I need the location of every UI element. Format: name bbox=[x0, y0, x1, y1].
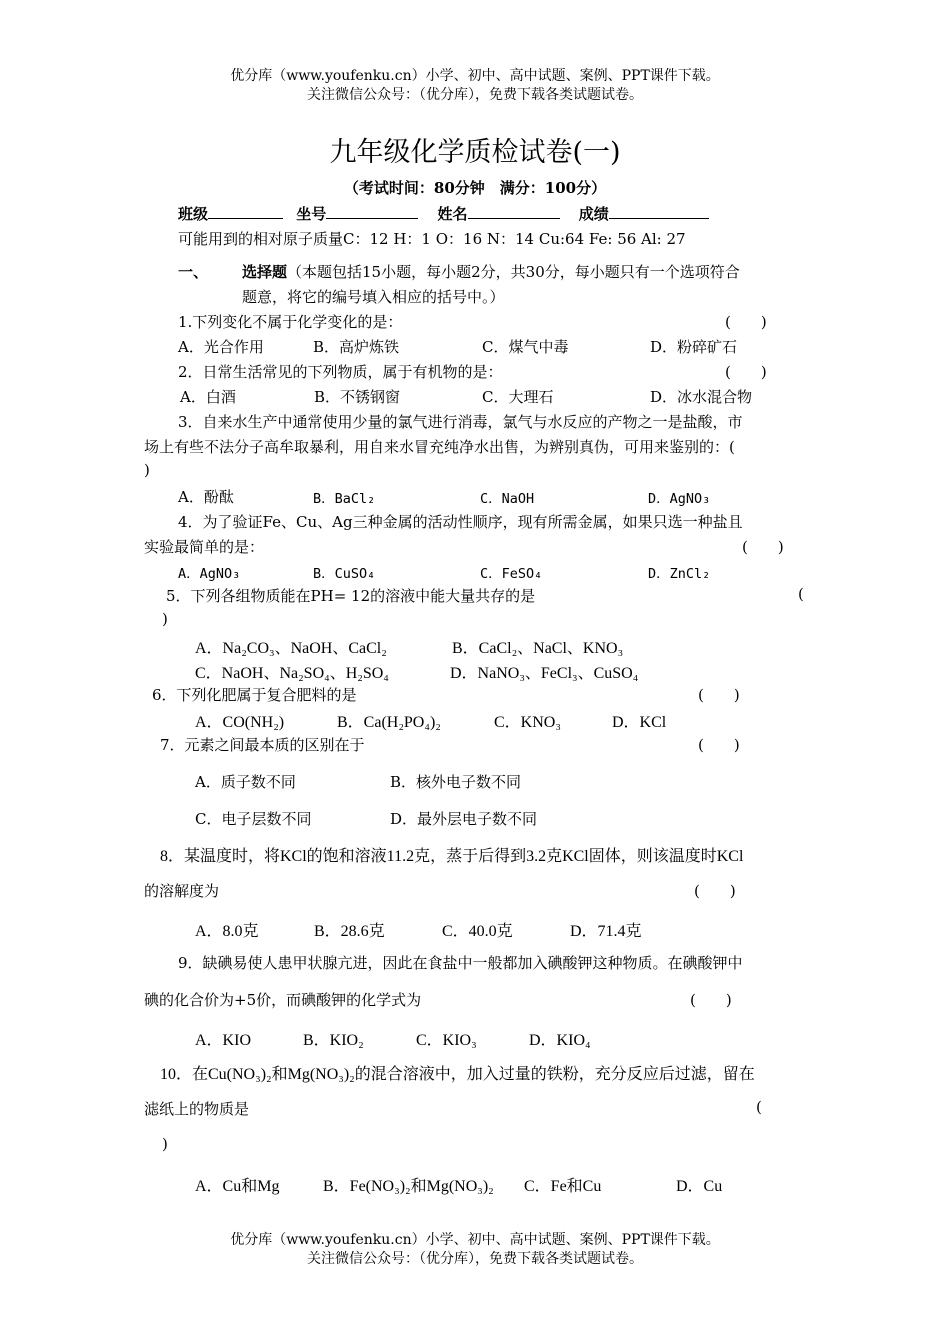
q8-option-b[interactable]: B．28.6克 bbox=[314, 923, 385, 940]
q8-option-d[interactable]: D．71.4克 bbox=[570, 923, 642, 940]
q7-option-c[interactable]: C．电子层数不同 bbox=[195, 810, 312, 828]
q6-option-d[interactable]: D．KCl bbox=[612, 714, 667, 731]
seat-blank[interactable] bbox=[326, 204, 418, 219]
q8-option-a[interactable]: A．8.0克 bbox=[195, 923, 259, 940]
exam-subtitle: （考试时间：80分钟 满分：100分） bbox=[343, 179, 607, 197]
q4-option-a[interactable]: A．AgNO₃ bbox=[178, 566, 241, 582]
score-blank[interactable] bbox=[609, 204, 709, 219]
section-title: 选择题 bbox=[242, 263, 288, 281]
q5-bracket-open[interactable]: ( bbox=[798, 585, 804, 603]
q1-option-b[interactable]: B．高炉炼铁 bbox=[313, 338, 400, 356]
q8-line-1: 8．某温度时，将KCl的饱和溶液11.2克，蒸于后得到3.2克KCl固体，则该温度时KCl bbox=[160, 848, 744, 865]
q2-answer-bracket[interactable]: ( ) bbox=[725, 363, 767, 381]
q4-line-2: 实验最简单的是： bbox=[144, 538, 265, 556]
q7-option-a[interactable]: A．质子数不同 bbox=[195, 773, 296, 791]
q1-option-d[interactable]: D．粉碎矿石 bbox=[650, 338, 738, 356]
q8-option-c[interactable]: C．40.0克 bbox=[442, 923, 513, 940]
page-title: 九年级化学质检试卷(一) bbox=[329, 137, 621, 168]
section-desc-line-1 bbox=[242, 261, 740, 282]
q10-option-d[interactable]: D．Cu bbox=[676, 1178, 723, 1195]
class-label: 班级 bbox=[178, 205, 209, 223]
q4-option-c[interactable]: C．FeSO₄ bbox=[480, 566, 543, 582]
q7-answer-bracket[interactable]: ( ) bbox=[698, 736, 740, 754]
q10-line-1: 10．在Cu(NO₃)₂和Mg(NO₃)₂的混合溶液中，加入过量的铁粉，充分反应后过滤，留在 bbox=[160, 1066, 755, 1083]
q10-option-c[interactable]: C．Fe和Cu bbox=[524, 1178, 602, 1195]
q9-option-a[interactable]: A．KIO bbox=[195, 1032, 251, 1049]
info-line bbox=[178, 203, 709, 224]
atomic-masses: 可能用到的相对原子质量C：12 H：1 O：16 N：14 Cu:64 Fe: 56 Al: 27 bbox=[178, 230, 686, 248]
q10-bracket-open[interactable]: ( bbox=[756, 1098, 762, 1116]
q3-line-2: 场上有些不法分子高牟取暴利，用自来水冒充纯净水出售，为辨别真伪，可用来鉴别的：( bbox=[144, 438, 735, 456]
q6-answer-bracket[interactable]: ( ) bbox=[698, 686, 740, 704]
q1-answer-bracket[interactable]: ( ) bbox=[725, 313, 767, 331]
q8-answer-bracket[interactable]: ( ) bbox=[694, 882, 736, 900]
q9-option-d[interactable]: D．KIO₄ bbox=[529, 1032, 591, 1049]
q5-option-c[interactable]: C．NaOH、Na₂SO₄、H₂SO₄ bbox=[195, 665, 389, 682]
q1-stem: 1.下列变化不属于化学变化的是： bbox=[178, 313, 403, 331]
q1-option-a[interactable]: A．光合作用 bbox=[178, 338, 264, 356]
q6-stem: 6．下列化肥属于复合肥料的是 bbox=[152, 686, 357, 704]
q6-option-b[interactable]: B．Ca(H₂PO₄)₂ bbox=[337, 714, 441, 731]
class-blank[interactable] bbox=[208, 204, 283, 219]
q2-stem: 2．日常生活常见的下列物质，属于有机物的是： bbox=[178, 363, 503, 381]
q7-stem: 7．元素之间最本质的区别在于 bbox=[160, 736, 365, 754]
q5-option-d[interactable]: D．NaNO₃、FeCl₃、CuSO₄ bbox=[450, 665, 639, 682]
q6-option-a[interactable]: A．CO(NH₂) bbox=[195, 714, 285, 731]
q4-line-1: 4．为了验证Fe、Cu、Ag三种金属的活动性顺序，现有所需金属，如果只选一种盐且 bbox=[178, 513, 743, 531]
q5-option-b[interactable]: B．CaCl₂、NaCl、KNO₃ bbox=[452, 640, 624, 657]
header-line-1: 优分库（www.youfenku.cn）小学、初中、高中试题、案例、PPT课件下载。 bbox=[230, 68, 720, 84]
header-line-2: 关注微信公众号：（优分库），免费下载各类试题试卷。 bbox=[307, 87, 643, 103]
name-blank[interactable] bbox=[468, 204, 560, 219]
q9-answer-bracket[interactable]: ( ) bbox=[690, 991, 732, 1009]
q3-line-3[interactable]: ) bbox=[144, 461, 150, 479]
section-desc: （本题包括15小题，每小题2分，共30分，每小题只有一个选项符合 bbox=[287, 263, 740, 281]
q3-option-b[interactable]: B．BaCl₂ bbox=[313, 491, 376, 507]
q2-option-b[interactable]: B．不锈钢窗 bbox=[314, 388, 401, 406]
q5-option-a[interactable]: A．Na₂CO₃、NaOH、CaCl₂ bbox=[195, 640, 387, 657]
q2-option-c[interactable]: C．大理石 bbox=[482, 388, 554, 406]
q2-option-a[interactable]: A．白酒 bbox=[180, 388, 236, 406]
section-number: 一、 bbox=[178, 263, 209, 281]
q10-bracket-close[interactable]: ) bbox=[162, 1135, 168, 1153]
q1-option-c[interactable]: C．煤气中毒 bbox=[482, 338, 569, 356]
score-label: 成绩 bbox=[578, 205, 609, 223]
q6-option-c[interactable]: C．KNO₃ bbox=[494, 714, 561, 731]
footer-line-2: 关注微信公众号：（优分库），免费下载各类试题试卷。 bbox=[307, 1251, 643, 1267]
name-label: 姓名 bbox=[437, 205, 468, 223]
section-desc-line-2: 题意，将它的编号填入相应的括号中。） bbox=[242, 288, 505, 306]
q7-option-d[interactable]: D．最外层电子数不同 bbox=[390, 810, 538, 828]
q10-option-a[interactable]: A．Cu和Mg bbox=[195, 1178, 280, 1195]
q3-option-c[interactable]: C．NaOH bbox=[480, 491, 535, 507]
q3-option-a[interactable]: A．酚酞 bbox=[178, 488, 234, 506]
q10-line-2: 滤纸上的物质是 bbox=[144, 1100, 250, 1118]
q3-line-1: 3．自来水生产中通常使用少量的氯气进行消毒，氯气与水反应的产物之一是盐酸，市 bbox=[178, 413, 743, 431]
q9-line-1: 9．缺碘易使人患甲状腺亢进，因此在食盐中一般都加入碘酸钾这种物质。在碘酸钾中 bbox=[178, 954, 743, 972]
q4-answer-bracket[interactable]: ( ) bbox=[742, 538, 784, 556]
q9-option-b[interactable]: B．KIO₂ bbox=[303, 1032, 364, 1049]
q5-bracket-close[interactable]: ) bbox=[162, 610, 168, 628]
q7-option-b[interactable]: B．核外电子数不同 bbox=[390, 773, 522, 791]
seat-label: 坐号 bbox=[296, 205, 327, 223]
q9-option-c[interactable]: C．KIO₃ bbox=[416, 1032, 477, 1049]
q2-option-d[interactable]: D．冰水混合物 bbox=[650, 388, 753, 406]
footer-line-1: 优分库（www.youfenku.cn）小学、初中、高中试题、案例、PPT课件下载。 bbox=[230, 1232, 720, 1248]
q4-option-b[interactable]: B．CuSO₄ bbox=[313, 566, 376, 582]
q5-stem: 5．下列各组物质能在PH= 12的溶液中能大量共存的是 bbox=[166, 587, 536, 605]
q8-line-2: 的溶解度为 bbox=[144, 882, 220, 900]
q3-option-d[interactable]: D．AgNO₃ bbox=[648, 491, 711, 507]
q9-line-2: 碘的化合价为+5价，而碘酸钾的化学式为 bbox=[144, 991, 422, 1009]
q10-option-b[interactable]: B．Fe(NO₃)₂和Mg(NO₃)₂ bbox=[323, 1178, 494, 1195]
q4-option-d[interactable]: D．ZnCl₂ bbox=[648, 566, 711, 582]
